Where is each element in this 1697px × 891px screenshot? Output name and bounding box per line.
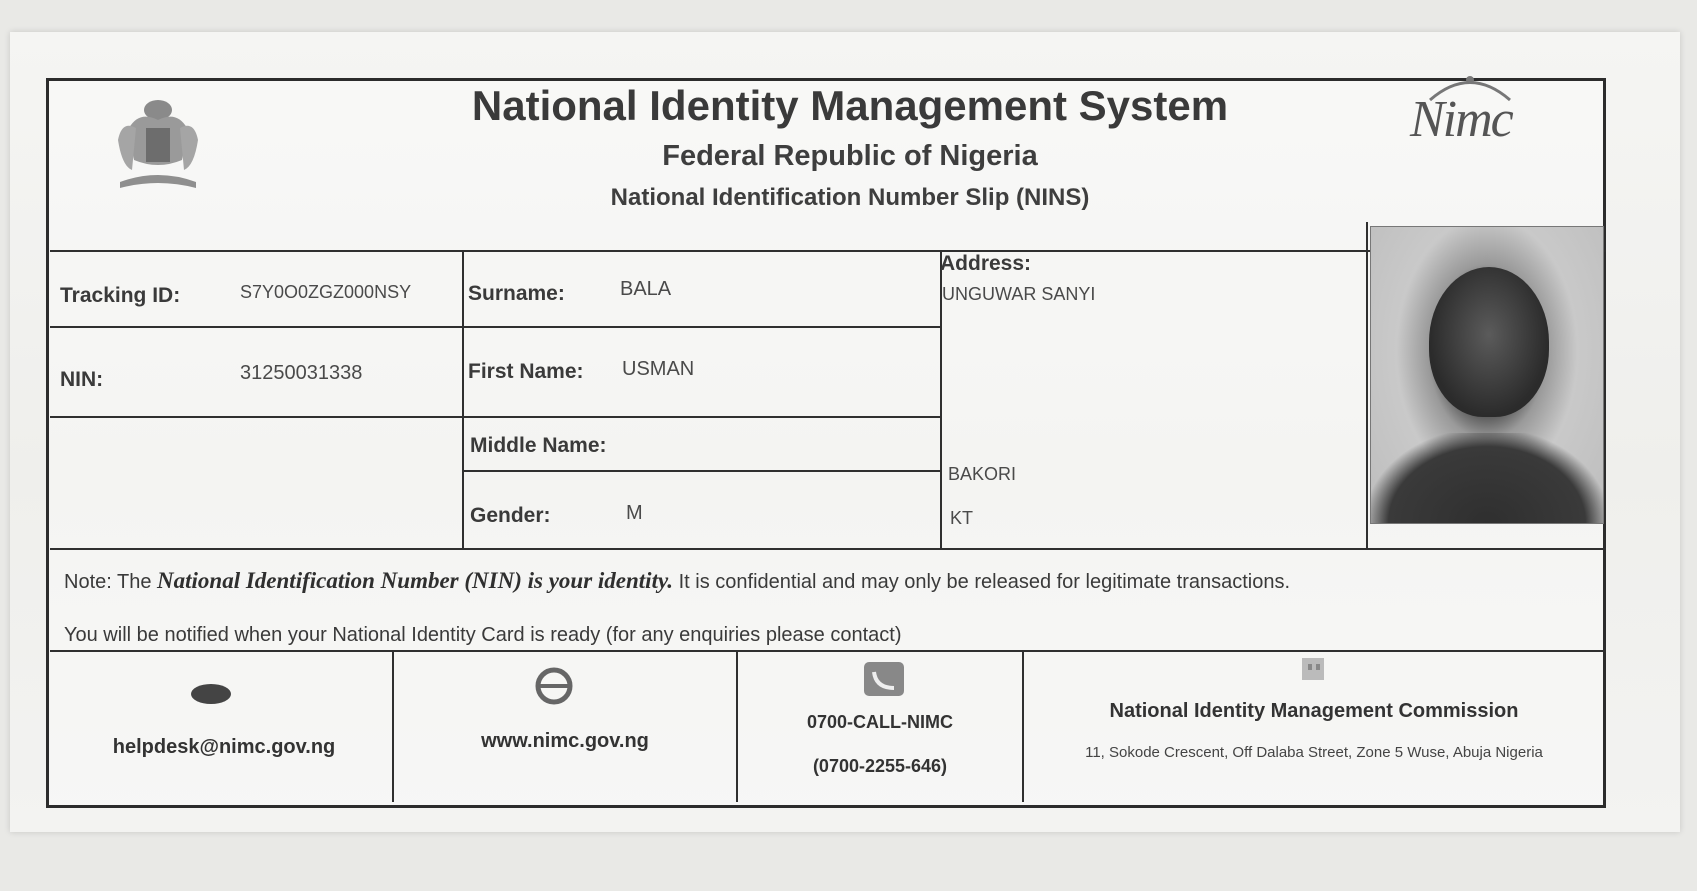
tracking-id-label: Tracking ID:: [60, 284, 181, 307]
phone-icon: [862, 660, 906, 698]
browser-globe-icon: [532, 664, 576, 708]
grid-line: [462, 470, 940, 472]
surname-value: BALA: [620, 278, 672, 300]
page-subtitle: Federal Republic of Nigeria: [662, 140, 1038, 172]
photo-head-shape: [1429, 267, 1549, 417]
note-line-1: [64, 568, 1290, 594]
grid-line: [50, 326, 940, 328]
phone-number-link[interactable]: 0700-CALL-NIMC: [806, 712, 953, 732]
building-icon: [1296, 650, 1330, 684]
note-suffix: It is confidential and may only be released for legitimate transactions.: [673, 571, 1291, 593]
website-link[interactable]: www.nimc.gov.ng: [481, 730, 649, 752]
mail-icon: [188, 680, 234, 706]
phone-number-numeric: (0700-2255-646): [812, 756, 948, 776]
nin-value: 31250031338: [240, 362, 363, 384]
gender-value: M: [626, 502, 643, 524]
grid-line: [1366, 222, 1368, 548]
first-name-value: USMAN: [622, 358, 695, 380]
helpdesk-email-link[interactable]: helpdesk@nimc.gov.ng: [112, 736, 336, 758]
photo-shoulders-shape: [1371, 433, 1603, 523]
note-prefix: Note: The: [64, 571, 158, 593]
passport-photo: [1370, 226, 1604, 524]
slip-title: National Identification Number Slip (NINS): [610, 184, 1090, 211]
address-line-1: UNGUWAR SANYI: [942, 284, 1096, 304]
address-label: Address:: [940, 252, 1032, 275]
grid-line: [50, 548, 1606, 550]
note-line-2: You will be notified when your National Identity Card is ready (for any enquiries please contact): [64, 624, 902, 646]
surname-label: Surname:: [468, 282, 565, 305]
first-name-label: First Name:: [468, 360, 584, 383]
grid-line: [392, 650, 394, 802]
nimc-logo-text: Nimc: [1410, 91, 1512, 148]
grid-line: [50, 416, 940, 418]
organisation-name: National Identity Management Commission: [1109, 700, 1519, 722]
address-line-3: KT: [950, 508, 974, 528]
grid-line: [462, 250, 464, 548]
tracking-id-value: S7Y0O0ZGZ000NSY: [240, 282, 412, 302]
gender-label: Gender:: [470, 504, 551, 527]
organisation-address: 11, Sokode Crescent, Off Dalaba Street, Zone 5 Wuse, Abuja Nigeria: [1085, 744, 1543, 761]
nin-label: NIN:: [60, 368, 104, 391]
page-title: National Identity Management System: [471, 82, 1229, 129]
grid-line: [1022, 650, 1024, 802]
note-emphasis: National Identification Number (NIN) is your identity.: [157, 568, 674, 593]
grid-line: [50, 650, 1606, 652]
middle-name-label: Middle Name:: [470, 434, 607, 457]
address-line-2: BAKORI: [948, 464, 1017, 484]
